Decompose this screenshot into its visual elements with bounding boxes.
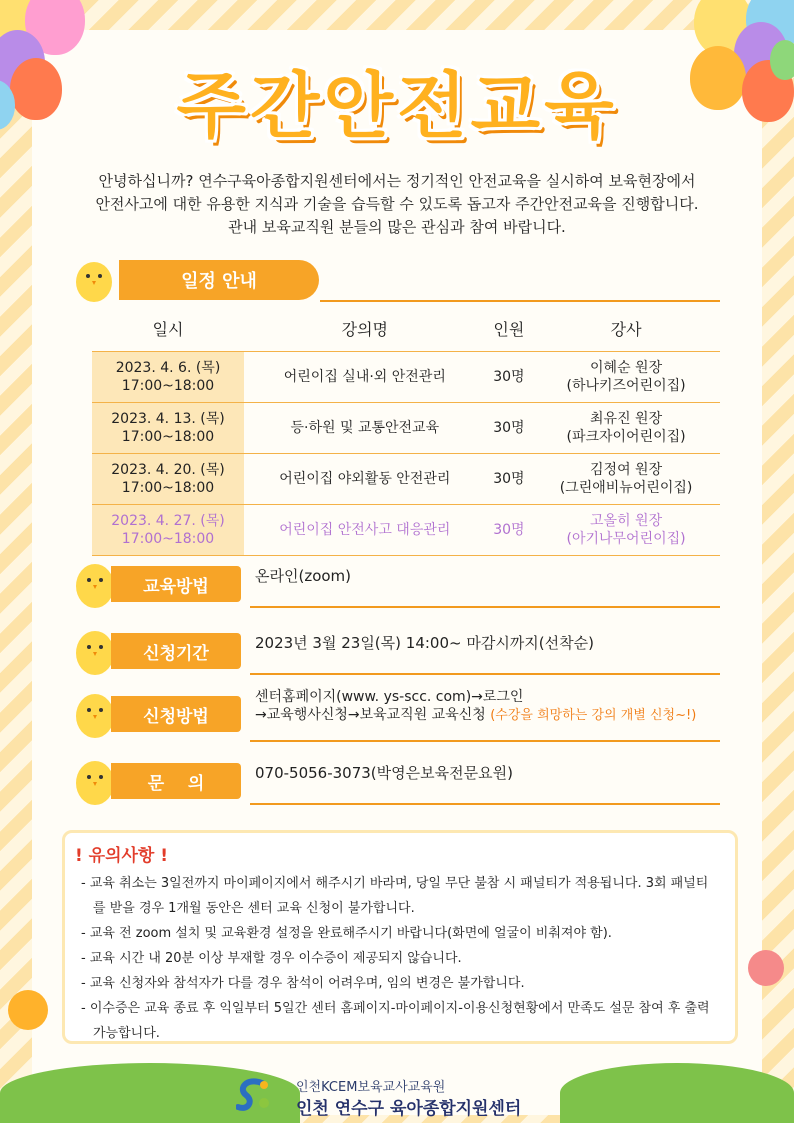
notice-title: ! 유의사항 ! bbox=[75, 846, 169, 866]
divider bbox=[250, 673, 720, 675]
chick-icon bbox=[75, 625, 115, 675]
schedule-table bbox=[92, 305, 720, 556]
table-row bbox=[92, 454, 720, 505]
date-cell bbox=[92, 454, 244, 505]
lecture-cell: 어린이집 야외활동 안전관리 bbox=[244, 454, 486, 505]
teacher-org: (하나키즈어린이집) bbox=[566, 378, 686, 394]
period-label: 신청기간 bbox=[111, 633, 241, 669]
notice-box bbox=[62, 830, 738, 1044]
teacher-name: 김정여 원장 bbox=[590, 462, 663, 478]
lecture-cell: 어린이집 실내·외 안전관리 bbox=[244, 352, 486, 403]
lecture-cell: 어린이집 안전사고 대응관리 bbox=[244, 505, 486, 556]
page-title: 주간안전교육 bbox=[176, 64, 618, 148]
apply-value bbox=[255, 688, 696, 725]
people-cell: 30명 bbox=[486, 505, 533, 556]
people-cell: 30명 bbox=[486, 454, 533, 505]
time-text: 17:00~18:00 bbox=[121, 531, 215, 547]
schedule-heading: 일정 안내 bbox=[119, 260, 319, 300]
table-row bbox=[92, 505, 720, 556]
grass-decoration bbox=[560, 1063, 794, 1123]
center-logo-icon bbox=[236, 1075, 270, 1115]
apply-row bbox=[75, 688, 720, 742]
apply-line1: 센터홈페이지(www. ys-scc. com)→로그인 bbox=[255, 689, 524, 705]
intro-line: 안전사고에 대한 유용한 지식과 기술을 습득할 수 있도록 돕고자 주간안전교육을 진행합니다. bbox=[95, 195, 699, 213]
table-row bbox=[92, 352, 720, 403]
intro-text bbox=[70, 170, 724, 239]
teacher-org: (그린애비뉴어린이집) bbox=[559, 480, 693, 496]
teacher-name: 고올히 원장 bbox=[590, 513, 663, 529]
divider bbox=[320, 300, 720, 302]
date-text: 2023. 4. 20. (목) bbox=[111, 462, 225, 478]
divider bbox=[250, 803, 720, 805]
method-value: 온라인(zoom) bbox=[255, 567, 352, 585]
apply-label: 신청방법 bbox=[111, 696, 241, 732]
column-header: 강의명 bbox=[244, 305, 486, 352]
divider bbox=[250, 740, 720, 742]
contact-row bbox=[75, 755, 720, 805]
list-item: - 교육 신청자와 참석자가 다를 경우 참석이 어려우며, 임의 변경은 불가합니다. bbox=[81, 976, 525, 991]
list-item: - 교육 시간 내 20분 이상 부재할 경우 이수증이 제공되지 않습니다. bbox=[81, 951, 462, 966]
period-value: 2023년 3월 23일(목) 14:00~ 마감시까지(선착순) bbox=[255, 634, 594, 652]
footer-org-line2: 인천 연수구 육아종합지원센터 bbox=[296, 1099, 522, 1119]
list-item: - 교육 전 zoom 설치 및 교육환경 설정을 완료해주시기 바랍니다(화면에 얼굴이 비춰져야 함). bbox=[81, 926, 612, 941]
intro-line: 관내 보육교직원 분들의 많은 관심과 참여 바랍니다. bbox=[228, 218, 566, 236]
list-item: - 교육 취소는 3일전까지 마이페이지에서 해주시기 바라며, 당일 무단 불참 시 패널티가 적용됩니다. 3회 패널티를 받을 경우 1개월 동안은 센터 교육 신청이 불가합니다. bbox=[81, 876, 709, 916]
flower-decoration bbox=[8, 990, 48, 1030]
list-item: - 이수증은 교육 종료 후 익일부터 5일간 센터 홈페이지-마이페이지-이용신청현황에서 만족도 설문 참여 후 출력가능합니다. bbox=[81, 1001, 710, 1041]
lecture-cell: 등·하원 및 교통안전교육 bbox=[244, 403, 486, 454]
method-label: 교육방법 bbox=[111, 566, 241, 602]
date-cell bbox=[92, 403, 244, 454]
table-header-row bbox=[92, 305, 720, 352]
time-text: 17:00~18:00 bbox=[121, 378, 215, 394]
method-row bbox=[75, 558, 720, 608]
teacher-org: (파크자이어린이집) bbox=[566, 429, 686, 445]
chick-icon bbox=[75, 254, 113, 302]
chick-icon bbox=[75, 558, 115, 608]
teacher-org: (아기나무어린이집) bbox=[566, 531, 686, 547]
column-header: 강사 bbox=[532, 305, 720, 352]
people-cell: 30명 bbox=[486, 352, 533, 403]
flower-decoration bbox=[748, 950, 784, 986]
teacher-cell bbox=[532, 403, 720, 454]
date-text: 2023. 4. 13. (목) bbox=[111, 411, 225, 427]
date-cell bbox=[92, 505, 244, 556]
date-text: 2023. 4. 27. (목) bbox=[111, 513, 225, 529]
teacher-cell bbox=[532, 505, 720, 556]
date-cell bbox=[92, 352, 244, 403]
chick-icon bbox=[75, 688, 115, 738]
time-text: 17:00~18:00 bbox=[121, 429, 215, 445]
date-text: 2023. 4. 6. (목) bbox=[115, 360, 221, 376]
chick-icon bbox=[75, 755, 115, 805]
table-row bbox=[92, 403, 720, 454]
apply-note: (수강을 희망하는 강의 개별 신청~!) bbox=[490, 708, 697, 723]
teacher-cell bbox=[532, 454, 720, 505]
teacher-name: 최유진 원장 bbox=[590, 411, 663, 427]
people-cell: 30명 bbox=[486, 403, 533, 454]
column-header: 인원 bbox=[486, 305, 533, 352]
apply-line2 bbox=[255, 706, 696, 725]
schedule-section-header bbox=[75, 260, 720, 304]
teacher-cell bbox=[532, 352, 720, 403]
column-header: 일시 bbox=[92, 305, 244, 352]
divider bbox=[250, 606, 720, 608]
teacher-name: 이혜순 원장 bbox=[590, 360, 663, 376]
footer-org-line1: 인천KCEM보육교사교육원 bbox=[296, 1080, 446, 1095]
apply-steps: →교육행사신청→보육교직원 교육신청 bbox=[255, 707, 486, 723]
period-row bbox=[75, 625, 720, 675]
notice-list bbox=[79, 871, 719, 1046]
contact-label: 문 의 bbox=[111, 763, 241, 799]
contact-value: 070-5056-3073(박영은보육전문요원) bbox=[255, 764, 513, 782]
time-text: 17:00~18:00 bbox=[121, 480, 215, 496]
intro-line: 안녕하십니까? 연수구육아종합지원센터에서는 정기적인 안전교육을 실시하여 보육현장에서 bbox=[98, 172, 696, 190]
